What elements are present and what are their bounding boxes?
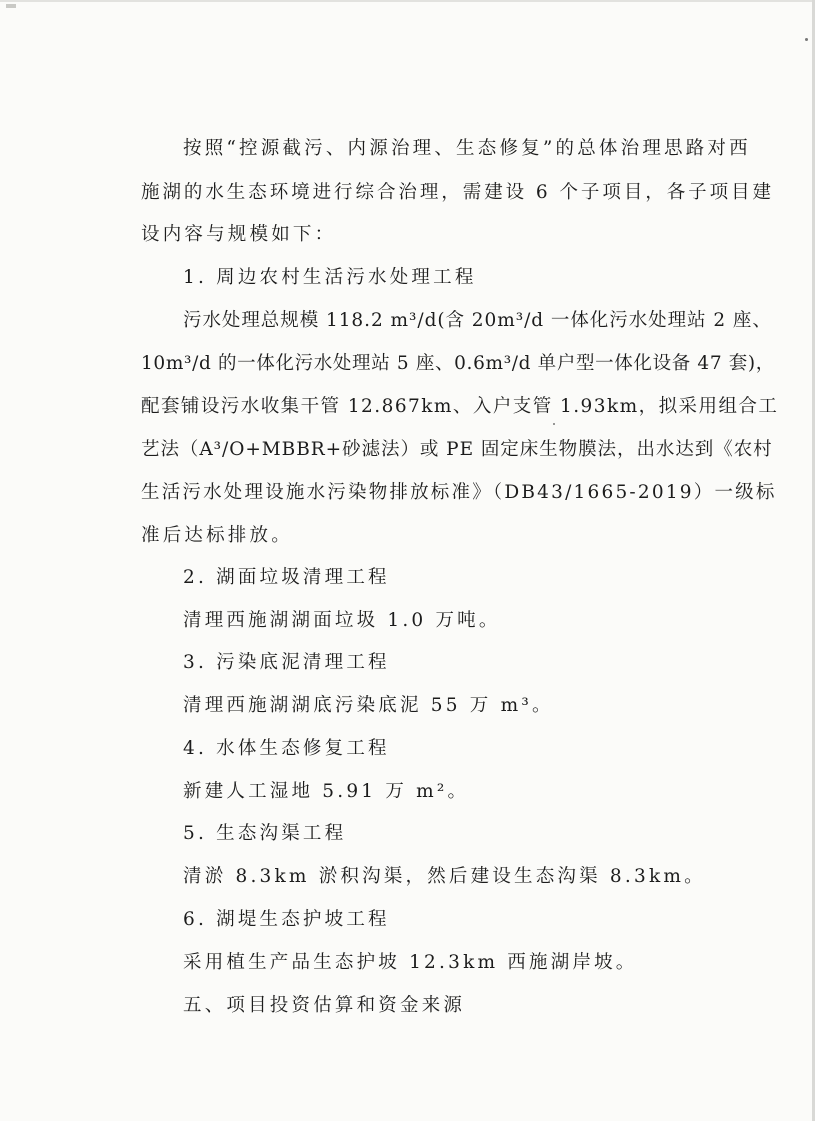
intro-line: 施湖的水生态环境进行综合治理，需建设 6 个子项目，各子项目建: [141, 182, 774, 203]
scan-corner-mark: [6, 4, 16, 8]
chapter-heading: 五、项目投资估算和资金来源: [183, 995, 466, 1016]
intro-line: 设内容与规模如下：: [141, 224, 337, 245]
section-heading: 1. 周边农村生活污水处理工程: [183, 267, 477, 288]
intro-line: 按照“控源截污、内源治理、生态修复”的总体治理思路对西: [183, 138, 751, 159]
section-body-line: 清理西施湖湖面垃圾 1.0 万吨。: [183, 610, 501, 631]
section-body-line: 新建人工湿地 5.91 万 m²。: [183, 781, 470, 802]
section-body-line: 清理西施湖湖底污染底泥 55 万 m³。: [183, 695, 554, 716]
scan-edge-top: [0, 0, 815, 2]
section-heading: 3. 污染底泥清理工程: [183, 652, 390, 673]
section-body-line: 清淤 8.3km 淤积沟渠，然后建设生态沟渠 8.3km。: [183, 866, 706, 887]
section-body-line: 艺法（A³/O+MBBR+砂滤法）或 PE 固定床生物膜法，出水达到《农村: [141, 439, 773, 460]
section-heading: 5. 生态沟渠工程: [183, 823, 347, 844]
section-body-line: 准后达标排放。: [141, 525, 293, 546]
section-heading: 6. 湖堤生态护坡工程: [183, 909, 390, 930]
section-body-line: 生活污水处理设施水污染物排放标准》（DB43/1665-2019）一级标: [141, 482, 777, 503]
scan-speck: [553, 423, 555, 425]
section-body-line: 10m³/d 的一体化污水处理站 5 座、0.6m³/d 单户型一体化设备 47 套)，: [141, 353, 775, 374]
section-body-line: 污水处理总规模 118.2 m³/d(含 20m³/d 一体化污水处理站 2 座、: [183, 310, 772, 331]
section-heading: 2. 湖面垃圾清理工程: [183, 567, 390, 588]
section-body-line: 配套铺设污水收集干管 12.867km、入户支管 1.93km，拟采用组合工: [141, 396, 779, 417]
section-heading: 4. 水体生态修复工程: [183, 738, 390, 759]
scan-speck: [805, 38, 808, 41]
section-body-line: 采用植生产品生态护坡 12.3km 西施湖岸坡。: [183, 952, 638, 973]
